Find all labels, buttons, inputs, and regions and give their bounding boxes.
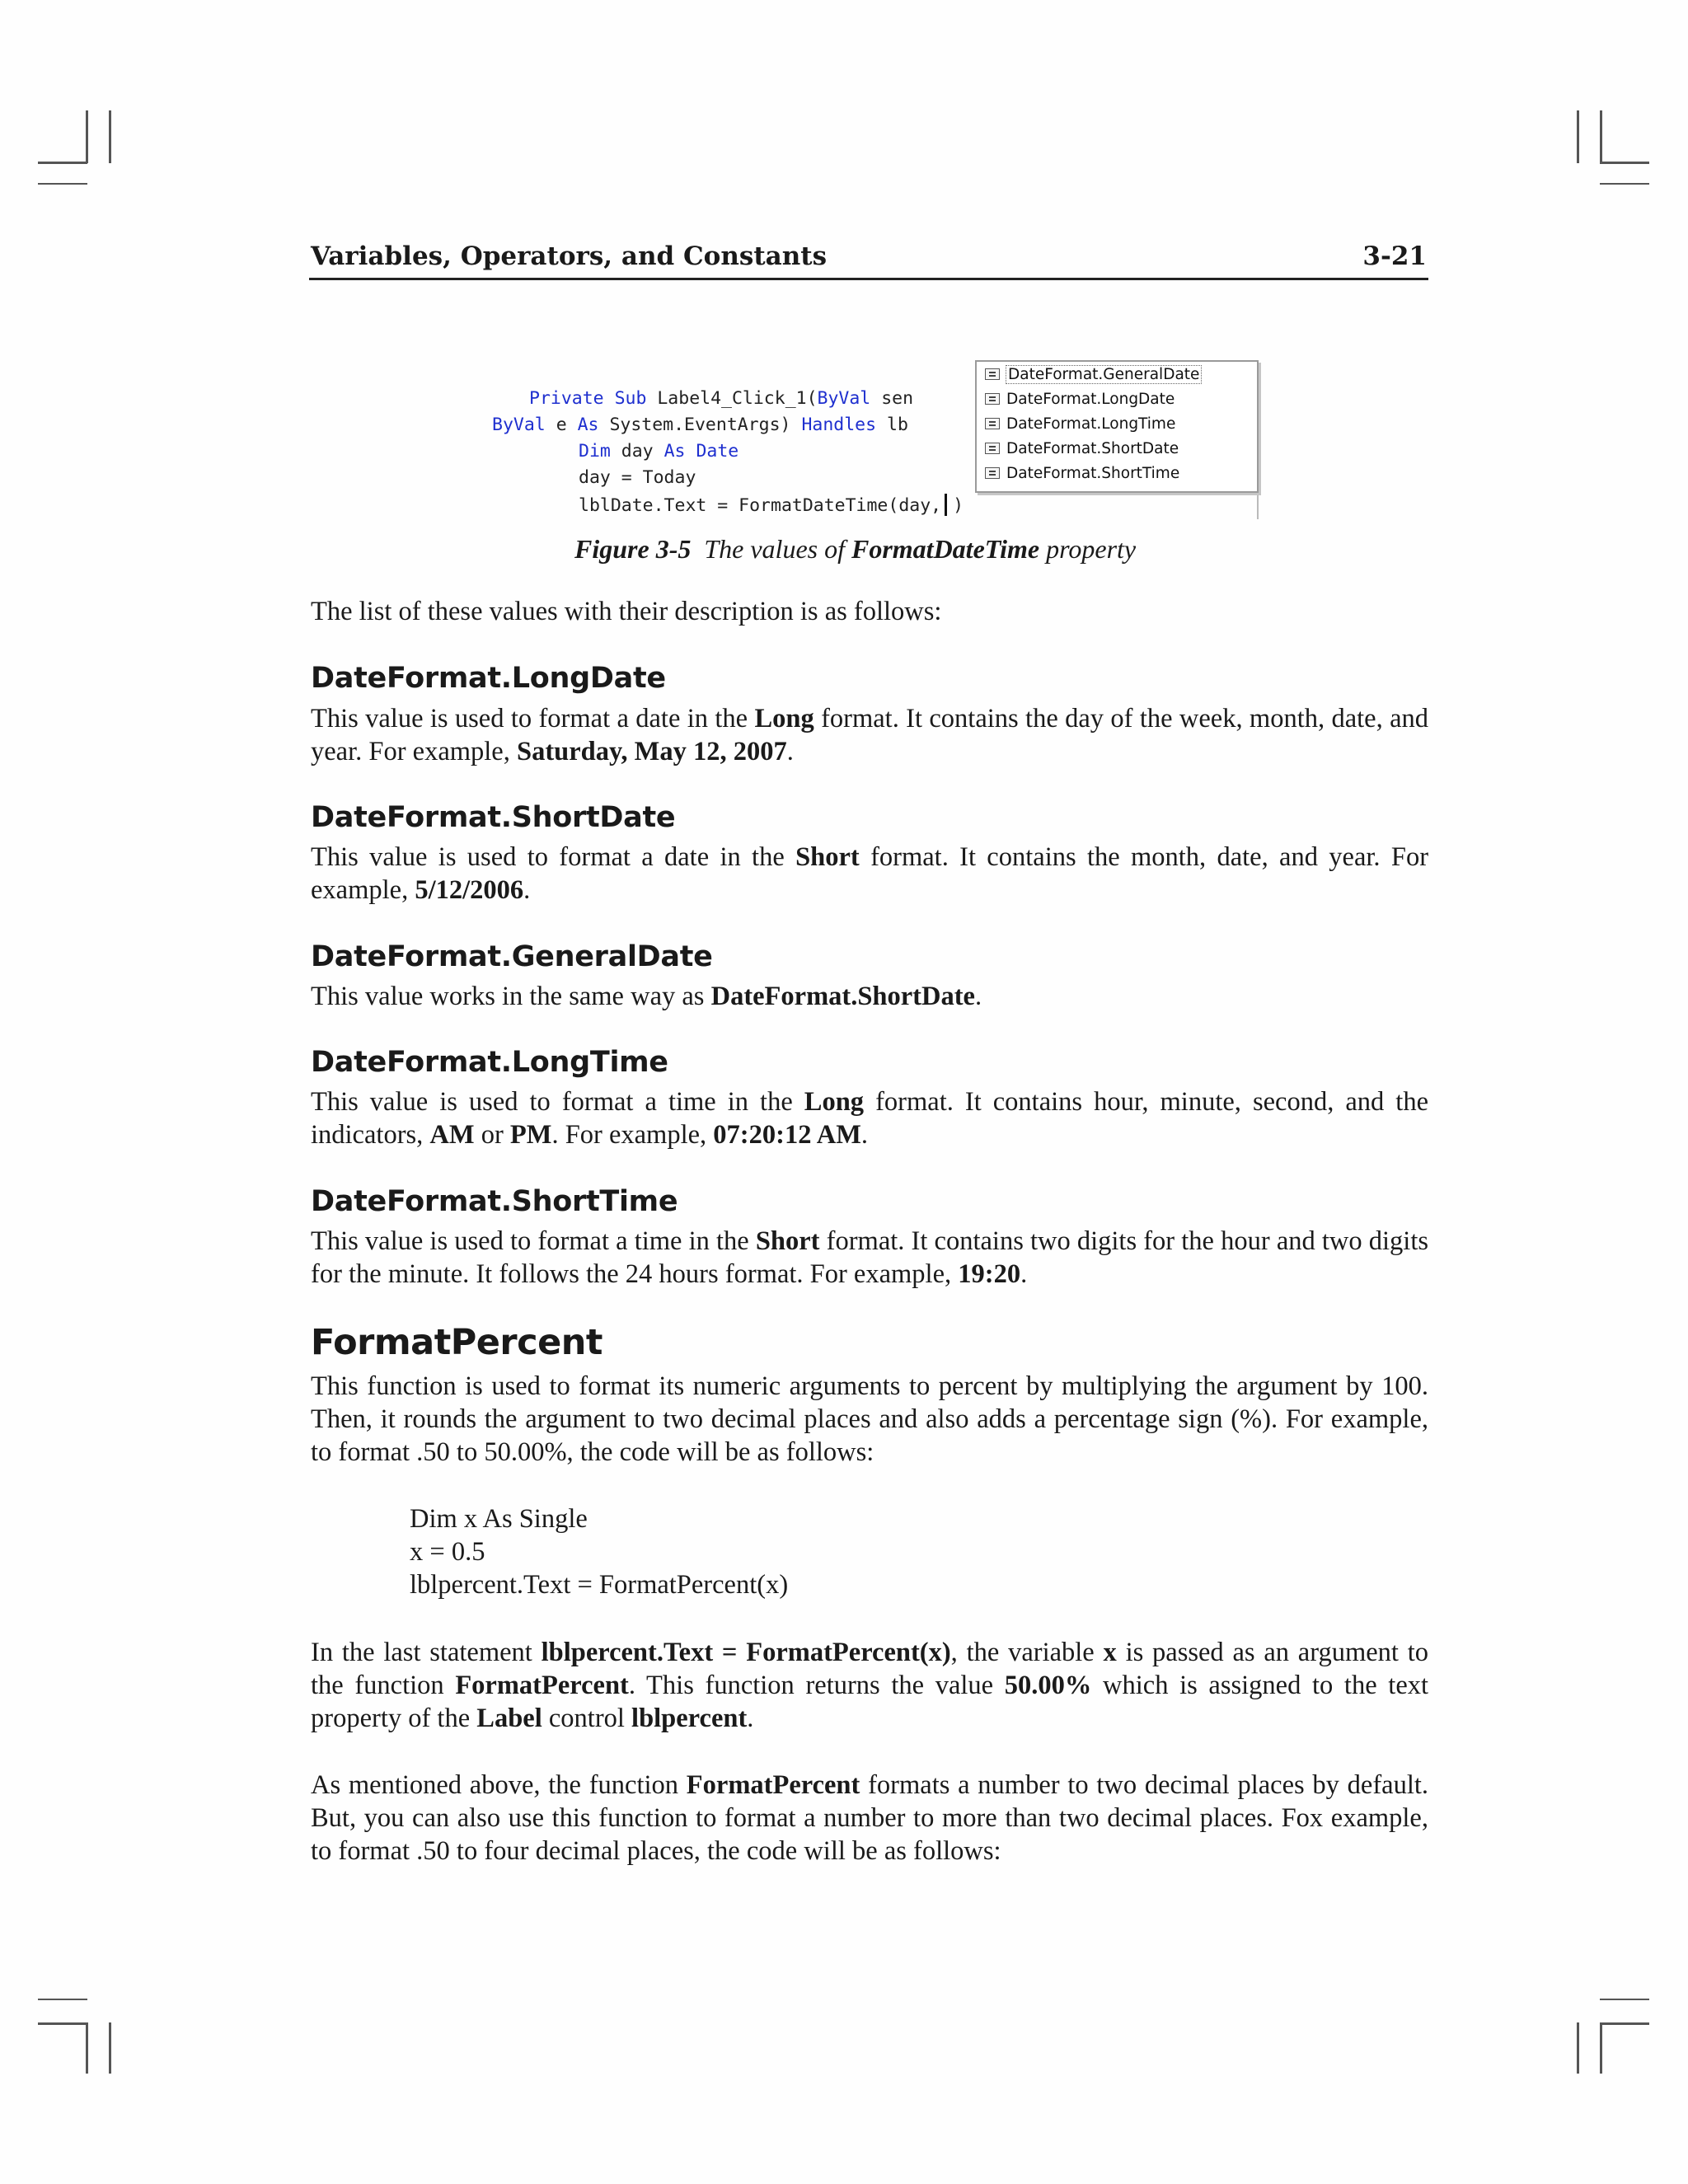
enum-member-icon: [985, 368, 1000, 380]
popup-item[interactable]: DateFormat.LongTime: [977, 411, 1257, 436]
paragraph: This value is used to format a time in the Long format. It contains hour, minute, second, and the indicators, AM or PM. For example, 07:20:12 AM.: [311, 1087, 1429, 1150]
popup-item[interactable]: DateFormat.ShortTime: [977, 461, 1257, 485]
crop-mark: [1600, 2022, 1649, 2025]
running-header: [309, 241, 1428, 280]
crop-mark: [1600, 162, 1649, 164]
section-heading: DateFormat.ShortTime: [311, 1185, 678, 1218]
code-line: day = Today: [579, 467, 696, 488]
popup-item[interactable]: DateFormat.LongDate: [977, 387, 1257, 411]
crop-mark: [86, 2022, 88, 2074]
paragraph: This value is used to format a date in the Long format. It contains the day of the week, month, date, and year. For example, Saturday, May 12, 2007.: [311, 704, 1429, 766]
figure-caption: Figure 3-5 The values of FormatDateTime property: [574, 534, 1137, 564]
enum-member-icon: [985, 418, 1000, 429]
paragraph: This value works in the same way as DateFormat.ShortDate.: [311, 982, 982, 1011]
intellisense-popup[interactable]: [975, 360, 1259, 493]
paragraph: This function is used to format its numeric arguments to percent by multiplying the argument by 100. Then, it rounds the argument to two decimal places and also adds a percentage sign (%). For example, to format .50 to 50.00%, the code will be as follows:: [311, 1371, 1428, 1467]
enum-member-icon: [985, 443, 1000, 454]
code-line: Dim day As Date: [579, 441, 739, 462]
crop-mark: [1600, 183, 1649, 185]
paragraph: In the last statement lblpercent.Text = FormatPercent(x), the variable x is passed as an argument to the function FormatPercent. This function returns the value 50.00% which is assigned to the text property of the Label control lblpercent.: [311, 1638, 1429, 1733]
code-line: Dim x As Single: [410, 1504, 588, 1534]
crop-mark: [1577, 110, 1579, 163]
crop-mark: [38, 183, 87, 185]
section-heading: DateFormat.LongDate: [311, 662, 666, 695]
code-line: lblpercent.Text = FormatPercent(x): [410, 1570, 789, 1600]
code-snippet: [410, 1502, 788, 1601]
crop-mark: [1600, 110, 1602, 163]
crop-mark: [1600, 2022, 1602, 2074]
crop-mark: [38, 2022, 87, 2025]
section-heading: DateFormat.GeneralDate: [311, 940, 713, 973]
intro-paragraph: The list of these values with their description is as follows:: [311, 597, 942, 626]
crop-mark: [1600, 1999, 1649, 2000]
enum-member-icon: [985, 467, 1000, 479]
code-edge: [1257, 491, 1259, 519]
code-line: Private Sub Label4_Click_1(ByVal sen: [529, 388, 914, 409]
paragraph: This value is used to format a time in the Short format. It contains two digits for the hour and two digits for the minute. It follows the 24 hours format. For example, 19:20.: [311, 1226, 1429, 1289]
crop-mark: [109, 110, 111, 163]
code-line: x = 0.5: [410, 1537, 485, 1567]
crop-mark: [86, 110, 88, 163]
section-heading: DateFormat.LongTime: [311, 1046, 668, 1079]
section-heading: DateFormat.ShortDate: [311, 801, 676, 834]
crop-mark: [109, 2022, 111, 2074]
header-title: Variables, Operators, and Constants: [311, 241, 828, 271]
paragraph: As mentioned above, the function FormatPercent formats a number to two decimal places by default. But, you can also use this function to format a number to more than two decimal places. Fox example, to format .50 to four decimal places, the code will be as follows:: [311, 1770, 1429, 1866]
page-number: 3-21: [1362, 241, 1427, 271]
code-line: lblDate.Text = FormatDateTime(day, ): [579, 495, 964, 516]
code-line: ByVal e As System.EventArgs) Handles lb: [492, 415, 908, 435]
text-cursor: [945, 494, 947, 516]
enum-member-icon: [985, 393, 1000, 405]
crop-mark: [1577, 2022, 1579, 2074]
section-heading-main: FormatPercent: [311, 1322, 603, 1363]
paragraph: This value is used to format a date in the Short format. It contains the month, date, and year. For example, 5/12/2006.: [311, 842, 1429, 905]
popup-item[interactable]: DateFormat.GeneralDate: [977, 362, 1257, 387]
crop-mark: [38, 1999, 87, 2000]
popup-item[interactable]: DateFormat.ShortDate: [977, 436, 1257, 461]
crop-mark: [38, 162, 87, 164]
